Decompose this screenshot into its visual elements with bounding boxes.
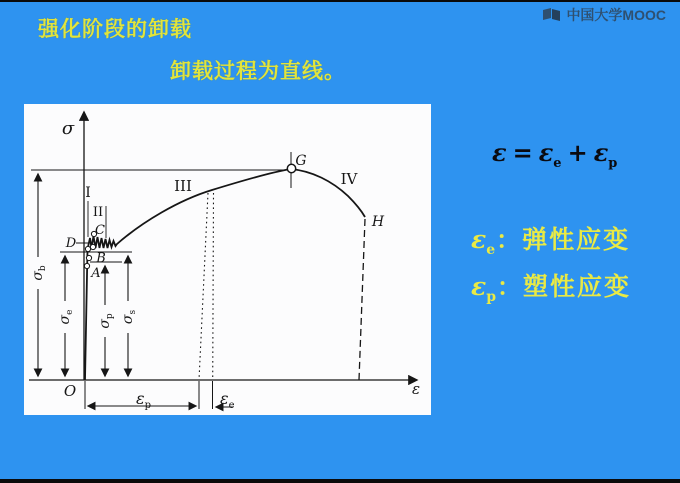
region-iv-label: IV [340,170,358,188]
fracture-drop-line [359,219,365,380]
point-g-label: G [295,153,307,169]
sigma-axis-label: σ [61,118,75,139]
unloading-line [199,193,208,380]
formula-plus: + [567,138,588,167]
point-d-label: D [65,236,77,251]
point-h-label: H [371,214,385,230]
epsilon-axis-label: ε [412,380,421,398]
mooc-logo [542,5,666,25]
logo-text: 中国大学MOOC [566,7,666,23]
elastic-strain-symbol: $\varepsilon_e$ [471,225,496,258]
point-a-label: A [91,266,101,281]
point-b-marker [86,255,91,260]
letterbox-bottom [0,479,680,483]
yield-marker-2 [90,244,95,249]
letterbox-top [0,0,680,2]
formula-term2-sub: p [608,155,618,171]
formula-term1-sub: e [553,155,562,171]
formula-term1: ε [538,138,554,167]
yield-marker-1 [85,246,90,251]
origin-label: O [63,382,77,400]
epsilon-e-label: $\varepsilon_e$ [220,389,235,411]
legend-elastic-strain [471,220,630,258]
plastic-strain-text: 塑性应变 [523,273,632,301]
book-icon [542,7,562,23]
sigma-p-label: $\sigma_p$ [97,313,115,329]
stress-strain-figure [24,104,431,415]
slide-subtitle: 卸载过程为直线。 [170,60,346,83]
sigma-e-label: $\sigma_e$ [57,309,75,325]
total-strain-line [213,193,214,380]
region-iii-label: III [174,177,192,195]
stress-strain-curve [85,169,365,380]
sigma-s-label: $\sigma_s$ [120,309,138,325]
slide-title: 强化阶段的卸载 [38,18,192,41]
point-c-label: C [95,223,105,238]
strain-formula [492,138,617,171]
stress-strain-diagram [24,104,431,415]
epsilon-p-label: $\varepsilon_p$ [136,389,151,411]
sigma-b-label: $\sigma_b$ [30,265,48,281]
region-i-label: I [85,185,91,201]
formula-term2: ε [593,138,609,167]
point-b-label: B [96,251,106,266]
legend-colon: ： [496,227,521,254]
point-a-marker [84,263,89,268]
formula-equals: = [512,138,533,167]
legend-colon: ： [497,274,521,301]
plastic-strain-symbol: $\varepsilon_p$ [471,272,496,305]
elastic-strain-text: 弹性应变 [522,226,631,254]
legend-plastic-strain [471,267,631,305]
formula-lhs: ε [492,138,507,167]
region-ii-label: II [92,205,104,220]
